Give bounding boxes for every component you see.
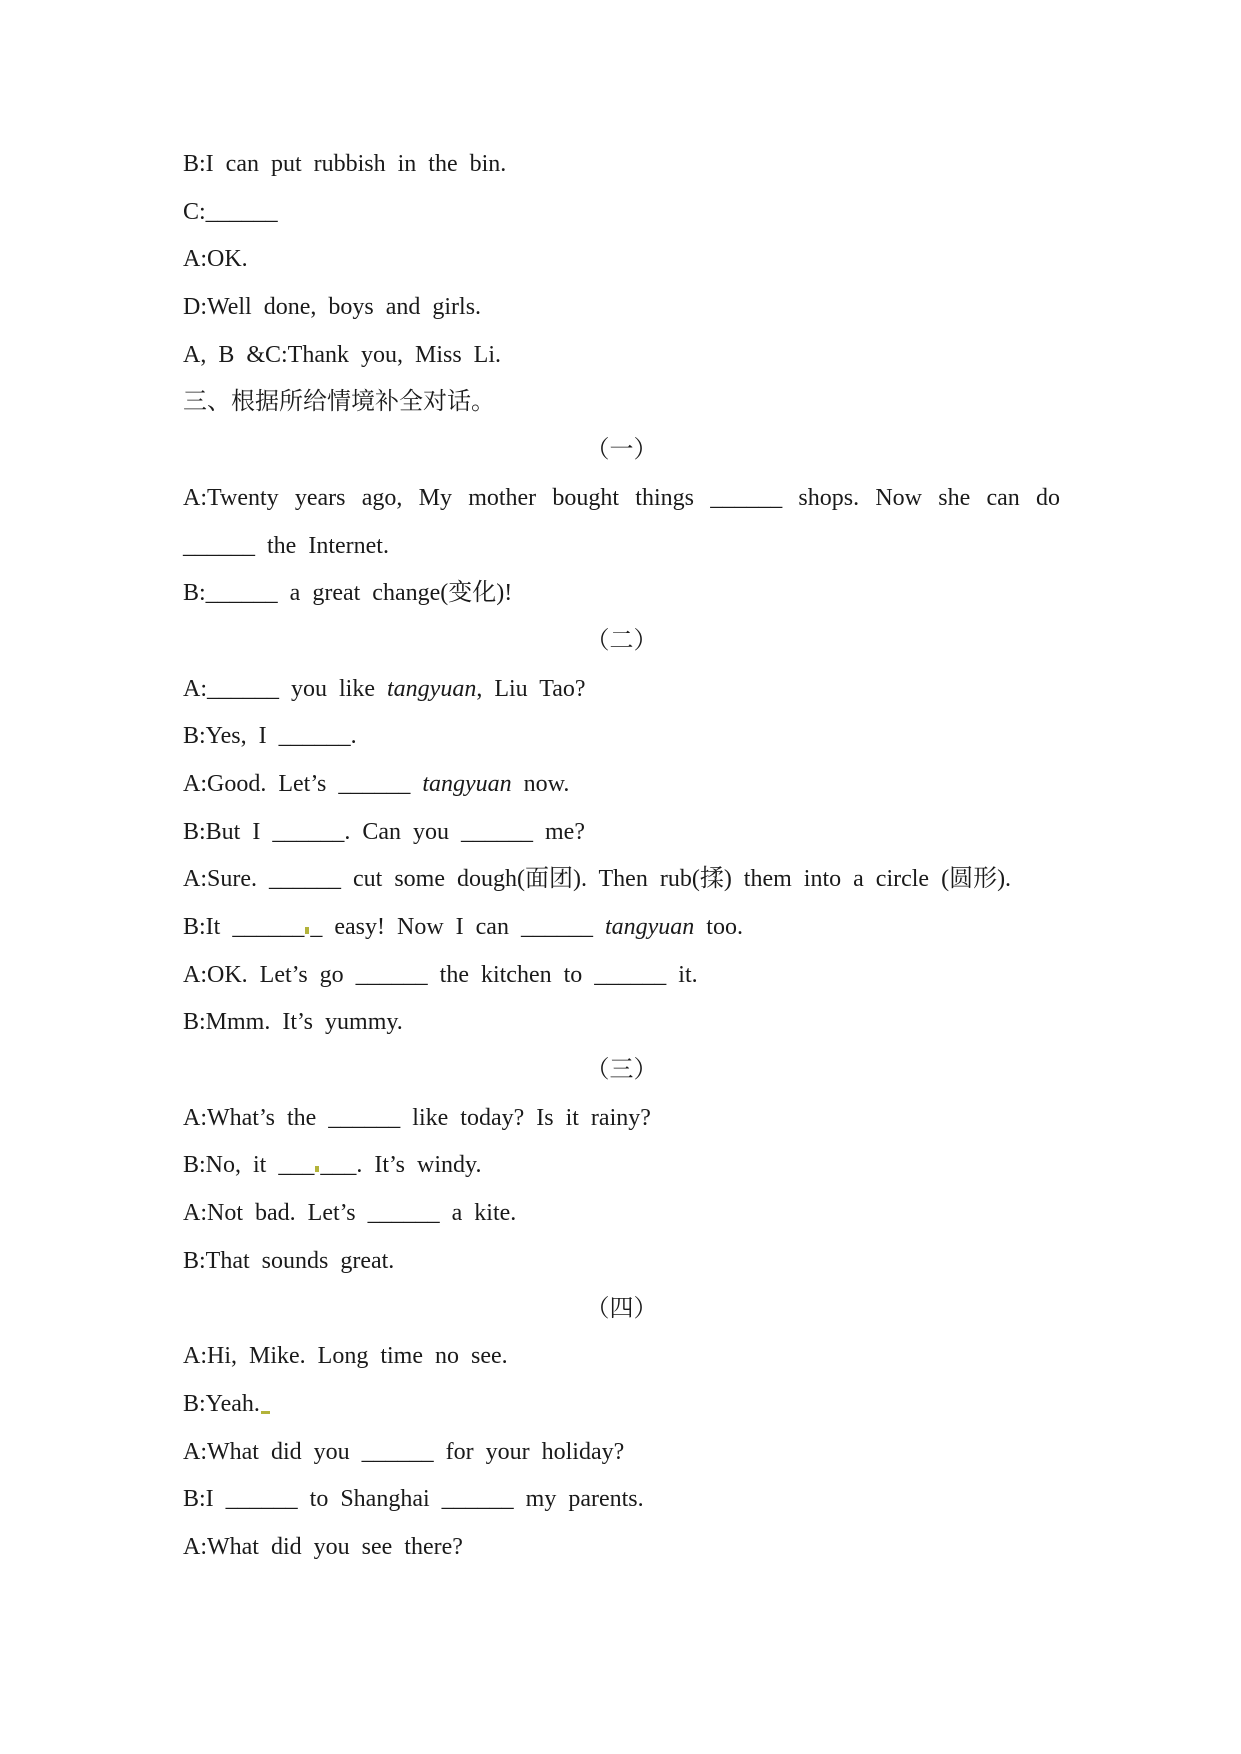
text-segment: A:______ you like xyxy=(183,675,387,702)
italic-term: tangyuan xyxy=(387,675,477,702)
text-segment: A:What’s the ______ like today? Is it rainy? xyxy=(183,1104,651,1131)
text-segment: （二） xyxy=(585,627,658,654)
group-marker-1 xyxy=(183,427,1060,475)
text-segment: B:Yeah. xyxy=(183,1390,260,1417)
text-segment: B:No, it ___ xyxy=(183,1152,315,1179)
dialogue-line-b-but-i xyxy=(183,809,1060,857)
text-segment: B:That sounds great. xyxy=(183,1247,395,1274)
text-segment: B:Mmm. It’s yummy. xyxy=(183,1009,403,1036)
text-segment: A:Twenty years ago, My mother bought things ______ shops. Now she can do xyxy=(183,484,1060,511)
stray-comma-mark xyxy=(305,927,309,934)
dialogue-line-a-good-lets xyxy=(183,761,1060,809)
text-segment: D:Well done, boys and girls. xyxy=(183,294,482,321)
text-segment: _ easy! Now I can ______ xyxy=(310,914,605,940)
dialogue-line-b-sounds-great xyxy=(183,1238,1060,1286)
dialogue-line-b-yeah xyxy=(183,1381,1060,1429)
dialogue-line-abc-thanks xyxy=(183,332,1060,380)
stray-dash-mark xyxy=(261,1411,270,1414)
dialogue-line-d-well-done xyxy=(183,284,1060,332)
section-heading-3 xyxy=(183,379,1060,427)
dialogue-line-b-mmm-yummy xyxy=(183,999,1060,1047)
dialogue-line-a-like-tangyuan xyxy=(183,666,1060,714)
text-segment: A:What did you ______ for your holiday? xyxy=(183,1438,625,1465)
text-segment: ___. It’s windy. xyxy=(320,1152,482,1179)
dialogue-line-a-whats-weather xyxy=(183,1095,1060,1143)
dialogue-line-b-rubbish xyxy=(183,141,1060,189)
group-marker-2 xyxy=(183,618,1060,666)
dialogue-line-b-shanghai xyxy=(183,1476,1060,1524)
dialogue-line-a-holiday xyxy=(183,1429,1060,1477)
dialogue-line-a-sure-dough xyxy=(183,856,1060,904)
italic-term: tangyuan xyxy=(422,770,512,797)
dialogue-text-block xyxy=(183,141,1060,1572)
text-segment: （一） xyxy=(585,437,658,464)
text-segment: now. xyxy=(511,770,570,797)
dialogue-line-continuation-internet xyxy=(183,523,1060,571)
text-segment: B:Yes, I ______. xyxy=(183,723,357,750)
text-segment: , Liu Tao? xyxy=(476,675,586,702)
dialogue-line-a-not-bad-kite xyxy=(183,1190,1060,1238)
text-segment: C:______ xyxy=(183,198,278,225)
dialogue-line-a-hi-mike xyxy=(183,1333,1060,1381)
dialogue-line-a-ok xyxy=(183,236,1060,284)
text-segment: too. xyxy=(694,914,743,940)
text-segment: A:What did you see there? xyxy=(183,1533,463,1560)
stray-dot-mark xyxy=(315,1166,319,1172)
dialogue-line-b-it-easy xyxy=(183,904,1060,952)
text-segment: B:But I ______. Can you ______ me? xyxy=(183,818,585,845)
text-segment: A:Hi, Mike. Long time no see. xyxy=(183,1343,508,1370)
dialogue-line-a-twenty-years xyxy=(183,475,1060,523)
text-segment: B:I ______ to Shanghai ______ my parents. xyxy=(183,1486,644,1513)
text-segment: B:I can put rubbish in the bin. xyxy=(183,151,507,177)
text-segment: B:It ______ xyxy=(183,914,305,940)
dialogue-line-a-see-there xyxy=(183,1524,1060,1572)
dialogue-line-a-ok-kitchen xyxy=(183,952,1060,1000)
text-segment: A, B &C:Thank you, Miss Li. xyxy=(183,341,502,368)
dialogue-line-b-great-change xyxy=(183,570,1060,618)
dialogue-line-b-no-windy xyxy=(183,1142,1060,1190)
text-segment: 三、根据所给情境补全对话。 xyxy=(183,389,495,416)
text-segment: A:Not bad. Let’s ______ a kite. xyxy=(183,1200,517,1227)
group-marker-3 xyxy=(183,1047,1060,1095)
italic-term: tangyuan xyxy=(604,914,695,940)
text-segment: ______ the Internet. xyxy=(183,532,389,559)
text-segment: A:OK. xyxy=(183,246,248,273)
group-marker-4 xyxy=(183,1286,1060,1334)
text-segment: A:Sure. ______ cut some dough(面团). Then rub(揉) them into a circle (圆形). xyxy=(183,866,1012,893)
text-segment: A:OK. Let’s go ______ the kitchen to ______ it. xyxy=(183,961,698,988)
dialogue-line-b-yes-i xyxy=(183,713,1060,761)
text-segment: B:______ a great change(变化)! xyxy=(183,580,513,607)
text-segment: （三） xyxy=(585,1057,658,1084)
text-segment: （四） xyxy=(585,1295,658,1322)
dialogue-line-c-blank xyxy=(183,189,1060,237)
text-segment: A:Good. Let’s ______ xyxy=(183,770,423,797)
